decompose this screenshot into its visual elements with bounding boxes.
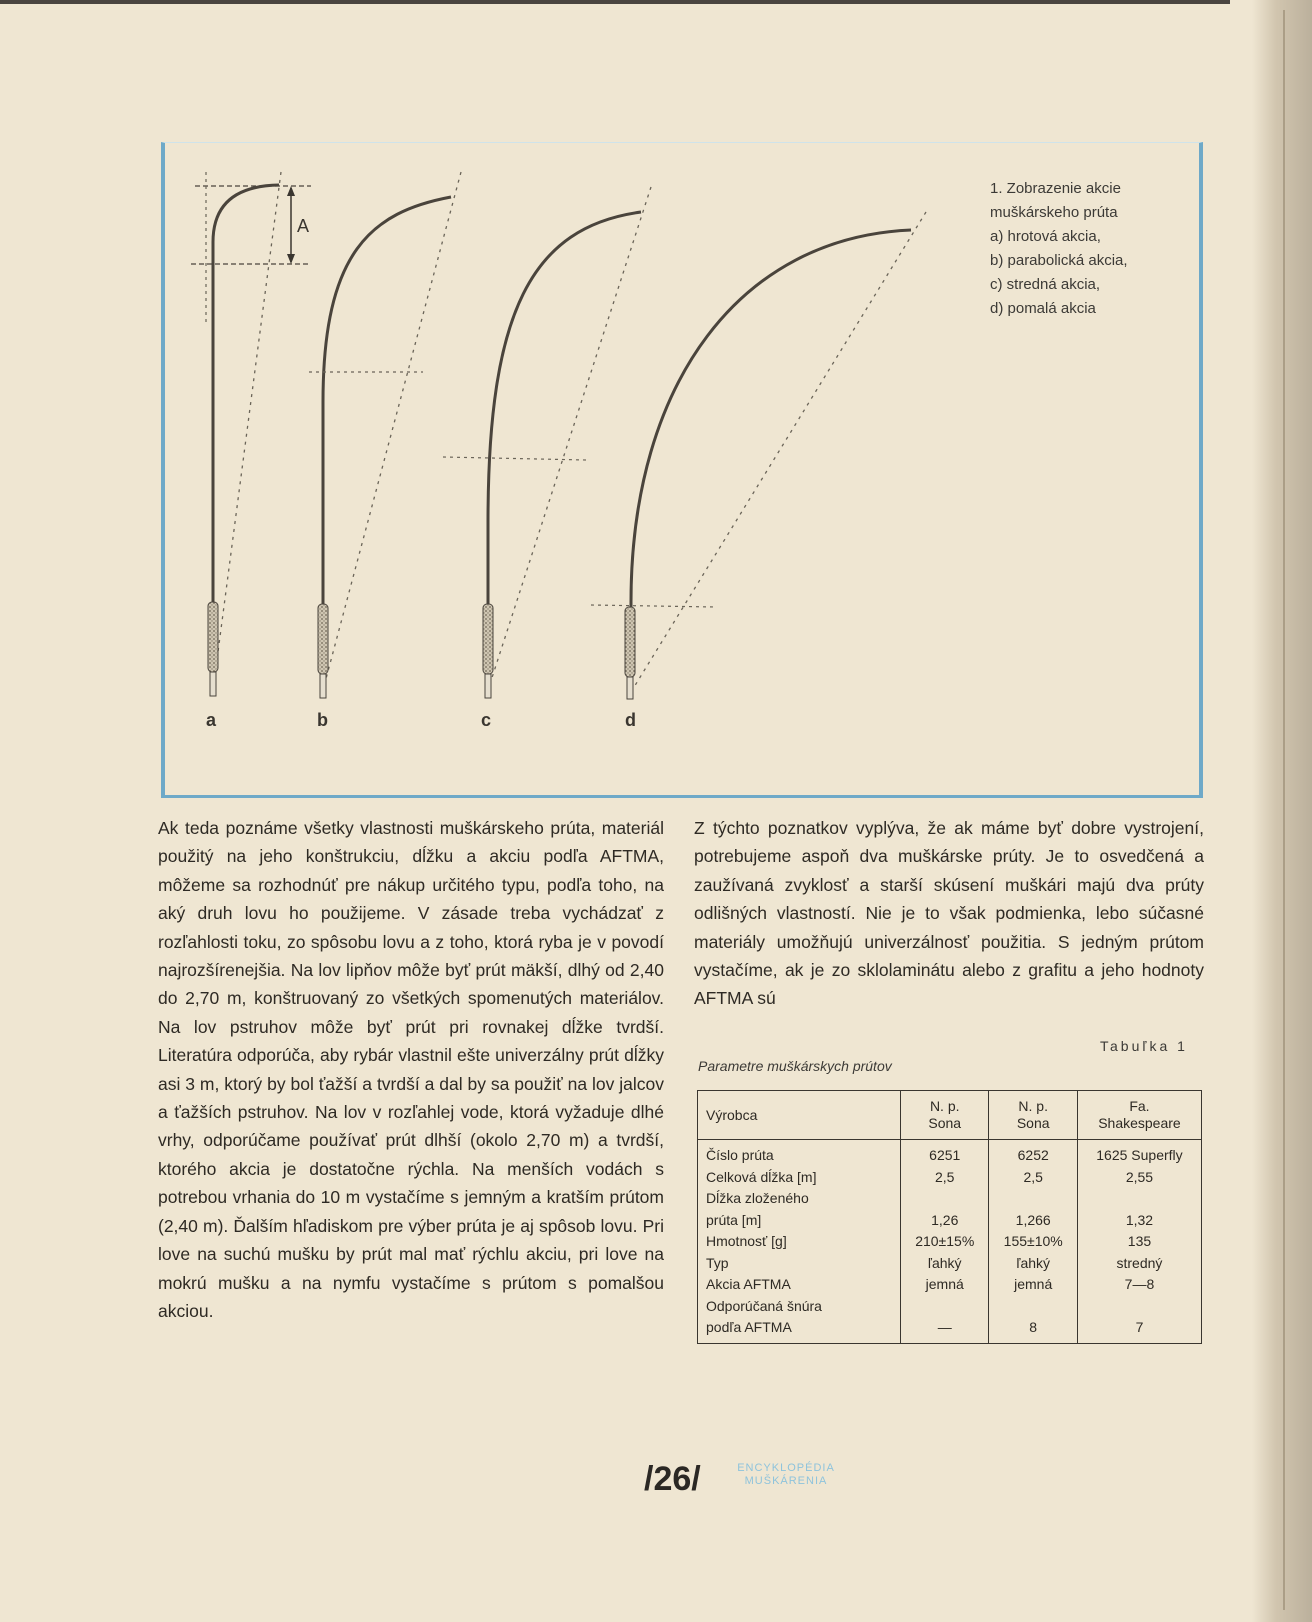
header-line: Sona	[928, 1115, 962, 1131]
table-cell: 1625 Superfly	[1077, 1140, 1201, 1167]
table-cell: 7—8	[1077, 1274, 1201, 1296]
table-cell	[901, 1188, 989, 1210]
dimension-arrow-down	[287, 254, 295, 264]
header-sona-1	[901, 1091, 989, 1140]
caption-line: b) parabolická akcia,	[990, 252, 1128, 269]
figure-caption	[990, 177, 1190, 321]
row-label: Hmotnosť [g]	[698, 1231, 901, 1253]
table-cell: 210±15%	[901, 1231, 989, 1253]
table-row	[698, 1317, 1202, 1343]
row-label: prúta [m]	[698, 1210, 901, 1232]
header-sona-2	[989, 1091, 1077, 1140]
row-label: Číslo prúta	[698, 1140, 901, 1167]
rod-d-butt	[627, 677, 633, 699]
table-row	[698, 1167, 1202, 1189]
table-row	[698, 1296, 1202, 1318]
table-cell	[1077, 1188, 1201, 1210]
rod-d-bend-mark	[591, 605, 716, 607]
table-row	[698, 1210, 1202, 1232]
rod-b-grip	[318, 604, 328, 674]
header-line: N. p.	[929, 1098, 960, 1114]
caption-line: c) stredná akcia,	[990, 276, 1101, 293]
rod-parameters-table	[697, 1090, 1202, 1344]
rod-d-blank	[631, 230, 911, 690]
rod-a-butt	[210, 672, 216, 696]
rod-c-blank	[488, 212, 641, 687]
rod-b-butt	[320, 674, 326, 698]
table-cell	[989, 1296, 1077, 1318]
table-cell: stredný	[1077, 1253, 1201, 1275]
rod-b-blank	[323, 197, 451, 687]
page-number: /26/	[644, 1460, 701, 1498]
rod-d-ref-line	[631, 212, 926, 692]
row-label: Dĺžka zloženého	[698, 1188, 901, 1210]
table-cell: 7	[1077, 1317, 1201, 1343]
table-row	[698, 1188, 1202, 1210]
rod-label-d: d	[625, 710, 636, 730]
table-cell: 1,26	[901, 1210, 989, 1232]
header-line: Shakespeare	[1098, 1115, 1181, 1131]
caption-line: d) pomalá akcia	[990, 300, 1096, 317]
header-line: N. p.	[1018, 1098, 1048, 1114]
table-title: Parametre muškárskych prútov	[698, 1058, 892, 1074]
rod-label-b: b	[317, 710, 328, 730]
rod-b-ref-line	[323, 172, 461, 690]
table-cell: ľahký	[989, 1253, 1077, 1275]
table-header-row	[698, 1091, 1202, 1140]
table-cell: 1,266	[989, 1210, 1077, 1232]
caption-line: 1. Zobrazenie akcie	[990, 180, 1121, 197]
table-cell: 6251	[901, 1140, 989, 1167]
table-cell: 8	[989, 1317, 1077, 1343]
dimension-arrow-up	[287, 186, 295, 196]
rod-c-butt	[485, 674, 491, 698]
table-cell: 2,5	[901, 1167, 989, 1189]
body-text-right: Z týchto poznatkov vyplýva, že ak máme byť dobre vystrojení, potrebujeme aspoň dva muškárske prúty. Je to osvedčená a zaužívaná zvyklosť a starší skúsení muškári majú dva prúty odlišných vlastností. Nie je to však podmienka, lebo súčasné materiály umožňujú univerzálnosť použitia. S jedným prútom vystačíme, ak je zo sklolaminátu alebo z grafitu a jeho hodnoty AFTMA sú	[694, 818, 1204, 1009]
page-binding-shadow	[1252, 0, 1312, 1622]
table-row	[698, 1253, 1202, 1275]
rod-d-grip	[625, 607, 635, 677]
rod-a	[191, 172, 311, 696]
table-cell	[901, 1296, 989, 1318]
table-cell: ľahký	[901, 1253, 989, 1275]
table-cell	[989, 1188, 1077, 1210]
page-binding-line	[1283, 10, 1285, 1610]
rod-a-grip	[208, 602, 218, 672]
table-number: Tabuľka 1	[1100, 1038, 1188, 1054]
encyclopedia-logo	[731, 1462, 841, 1502]
top-edge-bar	[0, 0, 1230, 4]
table-cell: 1,32	[1077, 1210, 1201, 1232]
table-cell: 6252	[989, 1140, 1077, 1167]
rod-label-c: c	[481, 710, 492, 730]
rod-c-bend-mark	[443, 457, 586, 460]
rod-label-a: a	[206, 710, 217, 730]
row-label: Typ	[698, 1253, 901, 1275]
table-row	[698, 1231, 1202, 1253]
logo-line: ENCYKLOPÉDIA	[737, 1462, 835, 1474]
header-manufacturer: Výrobca	[698, 1091, 901, 1140]
table-cell: —	[901, 1317, 989, 1343]
table-row	[698, 1274, 1202, 1296]
table-row	[698, 1140, 1202, 1167]
row-label: Celková dĺžka [m]	[698, 1167, 901, 1189]
header-line: Sona	[1016, 1115, 1050, 1131]
dimension-label-a: A	[297, 216, 310, 236]
table-cell: jemná	[901, 1274, 989, 1296]
table-cell: 135	[1077, 1231, 1201, 1253]
table-cell: jemná	[989, 1274, 1077, 1296]
body-text-left: Ak teda poznáme všetky vlastnosti muškárskeho prúta, materiál použitý na jeho konštrukciu, dĺžku a akciu podľa AFTMA, môžeme sa rozhodnúť pre nákup určitého typu, podľa toho, na aký druh lovu ho použijeme. V zásade treba vychádzať z rozľahlosti toku, zo spôsobu lovu a z toho, ktorá ryba je v povodí najrozšírenejšia. Na lov lipňov môže byť prút mäkší, dlhý od 2,40 do 2,70 m, konštruovaný zo všetkých spomenutých materiálov. Na lov pstruhov môže byť prút pri rovnakej dĺžke tvrdší. Literatúra odporúča, aby rybár vlastnil ešte univerzálny prút dĺžky asi 3 m, ktorý by bol ťažší a tvrdší a dal by sa použiť na lov jalcov a ťažších pstruhov. Na lov v rozľahlej vode, ktorá vyžaduje dlhé vrhy, odporúčame používať prút dlhší (okolo 2,70 m) a tvrdší, ktorého akcia je dostatočne rýchla. Na menších vodách s potrebou vrhania do 10 m vystačíme s jemným a kratším prútom (2,40 m). Ďalším hľadiskom pre výber prúta je aj spôsob lovu. Pri love na suchú mušku by prút mal mať rýchlu akciu, pri love na mokrú mušku a na nymfu vystačíme s prútom s pomalšou akciou.	[158, 818, 664, 1321]
caption-line: muškárskeho prúta	[990, 204, 1118, 221]
rod-c	[443, 187, 651, 698]
rod-d	[591, 212, 926, 699]
table-cell	[1077, 1296, 1201, 1318]
row-label: Odporúčaná šnúra	[698, 1296, 901, 1318]
rod-a-ref-line	[213, 172, 281, 690]
header-line: Fa.	[1129, 1098, 1150, 1114]
caption-line: a) hrotová akcia,	[990, 228, 1101, 245]
logo-line: MUŠKÁRENIA	[744, 1475, 828, 1487]
table-cell: 2,55	[1077, 1167, 1201, 1189]
rod-b	[309, 172, 461, 698]
table-cell: 155±10%	[989, 1231, 1077, 1253]
header-shakespeare	[1077, 1091, 1201, 1140]
row-label: podľa AFTMA	[698, 1317, 901, 1343]
rod-c-grip	[483, 604, 493, 674]
table-cell: 2,5	[989, 1167, 1077, 1189]
row-label: Akcia AFTMA	[698, 1274, 901, 1296]
